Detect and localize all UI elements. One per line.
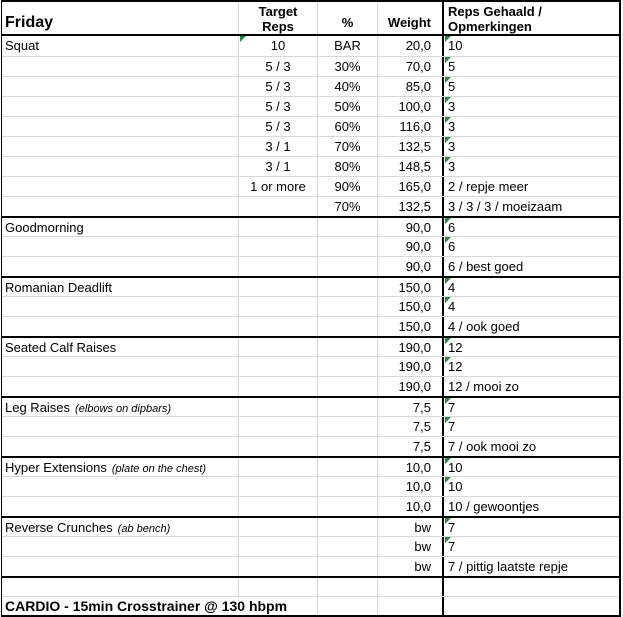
cell-weight[interactable]: [377, 477, 442, 496]
cell-weight[interactable]: [377, 437, 442, 456]
cell-weight[interactable]: [377, 417, 442, 436]
cell-target-reps[interactable]: [238, 357, 317, 376]
weight-value: 100,0: [398, 99, 431, 114]
cell-target-reps[interactable]: [238, 97, 317, 116]
percent-header-cell[interactable]: %: [317, 2, 377, 34]
weight-value: 148,5: [398, 159, 431, 174]
cell-weight[interactable]: [377, 77, 442, 96]
cell-weight[interactable]: [377, 557, 442, 576]
cell-target-reps[interactable]: [238, 437, 317, 456]
cell-percent[interactable]: [317, 36, 377, 56]
reps-remarks-value: 3: [448, 139, 456, 154]
exercise-name: Squat: [5, 38, 39, 53]
weight-value: 132,5: [398, 139, 431, 154]
weight-value: 7,5: [412, 400, 431, 415]
table-row: [2, 156, 619, 176]
target-reps-value: 5 / 3: [265, 99, 291, 114]
cell-weight[interactable]: [377, 458, 442, 476]
reps-remarks-value: 10: [448, 479, 463, 494]
cell-weight[interactable]: [377, 357, 442, 376]
percent-value: 30%: [334, 59, 361, 74]
reps-remarks-value: 2 / repje meer: [448, 179, 529, 194]
weight-value: 190,0: [398, 359, 431, 374]
weight-value: 85,0: [405, 79, 431, 94]
reps-remarks-header-line1: Reps Gehaald /: [448, 4, 542, 19]
cell-reps[interactable]: [442, 117, 619, 136]
cell-target-reps[interactable]: [238, 117, 317, 136]
percent-value: BAR: [334, 38, 361, 53]
table-row: [2, 416, 619, 436]
cell-reps[interactable]: [442, 157, 619, 176]
cell-target-reps[interactable]: [238, 578, 317, 596]
cell-percent[interactable]: [317, 377, 377, 396]
reps-remarks-value: 7: [448, 400, 456, 415]
reps-remarks-value: 6 / best goed: [448, 259, 524, 274]
cell-weight[interactable]: [377, 278, 442, 296]
reps-remarks-value: 6: [448, 220, 456, 235]
cell-reps[interactable]: [442, 518, 619, 536]
cell-reps[interactable]: [442, 137, 619, 156]
header-row: [2, 2, 619, 36]
cell-reps[interactable]: [442, 377, 619, 396]
table-row: [2, 196, 619, 216]
cell-reps[interactable]: [442, 278, 619, 296]
cell-percent[interactable]: [317, 117, 377, 136]
reps-remarks-value: 7: [448, 419, 456, 434]
weight-value: 90,0: [405, 239, 431, 254]
cell-target-reps[interactable]: [238, 477, 317, 496]
weight-value: 190,0: [398, 379, 431, 394]
cell-reps[interactable]: [442, 317, 619, 336]
cell-exercise[interactable]: [2, 377, 238, 396]
reps-remarks-value: 3: [448, 159, 456, 174]
cell-weight[interactable]: [377, 497, 442, 516]
cardio-row: [2, 596, 619, 615]
cell-target-reps[interactable]: [238, 497, 317, 516]
cell-target-reps[interactable]: [238, 137, 317, 156]
reps-remarks-value: 4: [448, 280, 456, 295]
cell-reps[interactable]: [442, 36, 619, 56]
target-reps-value: 5 / 3: [265, 59, 291, 74]
weight-value: 90,0: [405, 259, 431, 274]
table-row: [2, 276, 619, 296]
reps-remarks-value: 7 / pittig laatste repje: [448, 559, 568, 574]
percent-value: 90%: [334, 179, 361, 194]
cell-reps[interactable]: [442, 197, 619, 216]
reps-remarks-value: 10: [448, 38, 463, 53]
weight-value: 150,0: [398, 299, 431, 314]
cell-weight[interactable]: [377, 237, 442, 256]
cell-target-reps[interactable]: [238, 177, 317, 196]
table-row: [2, 236, 619, 256]
cell-percent[interactable]: [317, 297, 377, 316]
cell-target-reps[interactable]: [238, 218, 317, 236]
cell-target-reps[interactable]: [238, 537, 317, 556]
cell-exercise[interactable]: [2, 398, 238, 416]
cell-percent[interactable]: [317, 437, 377, 456]
cardio-label: CARDIO - 15min Crosstrainer @ 130 hbpm: [5, 598, 288, 614]
cell-weight[interactable]: [377, 97, 442, 116]
cell-weight[interactable]: [377, 518, 442, 536]
target-reps-value: 3 / 1: [265, 139, 291, 154]
percent-value: 50%: [334, 99, 361, 114]
cell-exercise[interactable]: [2, 77, 238, 96]
cell-percent[interactable]: [317, 97, 377, 116]
exercise-name: Goodmorning: [5, 220, 84, 235]
table-row: [2, 376, 619, 396]
cell-exercise[interactable]: [2, 557, 238, 576]
cell-reps[interactable]: [442, 97, 619, 116]
cell-target-reps[interactable]: [238, 157, 317, 176]
weight-value: 7,5: [412, 439, 431, 454]
cell-exercise[interactable]: [2, 458, 238, 476]
reps-remarks-value: 4 / ook goed: [448, 319, 520, 334]
cell-weight[interactable]: [377, 117, 442, 136]
cell-weight[interactable]: [377, 597, 442, 615]
cell-reps[interactable]: [442, 357, 619, 376]
weight-value: 150,0: [398, 280, 431, 295]
cell-percent[interactable]: [317, 338, 377, 356]
cell-percent[interactable]: [317, 477, 377, 496]
cell-percent[interactable]: [317, 177, 377, 196]
table-row: [2, 176, 619, 196]
cell-target-reps[interactable]: [238, 257, 317, 276]
table-row: [2, 556, 619, 576]
table-row: [2, 136, 619, 156]
weight-value: 132,5: [398, 199, 431, 214]
cell-target-reps[interactable]: [238, 77, 317, 96]
weight-value: 70,0: [405, 59, 431, 74]
target-reps-value: 5 / 3: [265, 79, 291, 94]
empty-row: [2, 576, 619, 596]
table-row: [2, 396, 619, 416]
exercise-name: Leg Raises: [5, 400, 71, 415]
weight-value: bw: [414, 539, 431, 554]
percent-value: 70%: [334, 139, 361, 154]
cell-percent[interactable]: [317, 77, 377, 96]
cell-exercise[interactable]: [2, 437, 238, 456]
reps-remarks-value: 7: [448, 520, 456, 535]
cell-target-reps[interactable]: [238, 36, 317, 56]
weight-value: 190,0: [398, 340, 431, 355]
table-row: [2, 496, 619, 516]
exercise-name: Seated Calf Raises: [5, 340, 117, 355]
weight-value: 20,0: [405, 38, 431, 53]
cell-weight[interactable]: [377, 317, 442, 336]
cell-reps[interactable]: [442, 497, 619, 516]
target-reps-value: 5 / 3: [265, 119, 291, 134]
table-row: [2, 216, 619, 236]
cell-reps[interactable]: [442, 578, 619, 596]
cell-exercise[interactable]: [2, 237, 238, 256]
cell-exercise[interactable]: [2, 57, 238, 76]
table-row: [2, 516, 619, 536]
cell-target-reps[interactable]: [238, 57, 317, 76]
table-row: [2, 476, 619, 496]
cell-weight[interactable]: [377, 338, 442, 356]
weight-value: 150,0: [398, 319, 431, 334]
exercise-name: Hyper Extensions: [5, 460, 107, 475]
cell-target-reps[interactable]: [238, 557, 317, 576]
cell-exercise[interactable]: [2, 197, 238, 216]
cell-target-reps[interactable]: [238, 417, 317, 436]
table-row: [2, 96, 619, 116]
reps-remarks-value: 6: [448, 239, 456, 254]
cell-weight[interactable]: [377, 377, 442, 396]
cell-target-reps[interactable]: [238, 317, 317, 336]
cell-weight[interactable]: [377, 218, 442, 236]
cell-percent[interactable]: [317, 417, 377, 436]
cell-target-reps[interactable]: [238, 338, 317, 356]
cell-weight[interactable]: [377, 57, 442, 76]
table-row: [2, 336, 619, 356]
cell-exercise[interactable]: [2, 537, 238, 556]
cell-exercise[interactable]: [2, 338, 238, 356]
exercise-name: Reverse Crunches: [5, 520, 113, 535]
cardio-cell[interactable]: [2, 597, 317, 615]
cell-exercise[interactable]: [2, 578, 238, 596]
cell-weight[interactable]: [377, 137, 442, 156]
table-row: [2, 256, 619, 276]
reps-remarks-value: 12: [448, 359, 463, 374]
cell-exercise[interactable]: [2, 317, 238, 336]
cell-percent[interactable]: [317, 518, 377, 536]
cell-percent[interactable]: [317, 357, 377, 376]
cell-percent[interactable]: [317, 197, 377, 216]
target-reps-header-line2: Reps: [262, 19, 294, 34]
percent-value: 70%: [334, 199, 361, 214]
cell-exercise[interactable]: [2, 137, 238, 156]
reps-remarks-header-cell[interactable]: [442, 2, 619, 34]
cell-weight[interactable]: [377, 578, 442, 596]
cell-exercise[interactable]: [2, 36, 238, 56]
reps-remarks-value: 5: [448, 59, 456, 74]
reps-remarks-value: 4: [448, 299, 456, 314]
weight-value: 165,0: [398, 179, 431, 194]
cell-percent[interactable]: [317, 458, 377, 476]
cell-reps[interactable]: [442, 297, 619, 316]
target-reps-value: 10: [270, 38, 286, 53]
cell-reps[interactable]: [442, 437, 619, 456]
table-row: [2, 116, 619, 136]
cell-exercise[interactable]: [2, 497, 238, 516]
rows-container: [2, 36, 619, 576]
cell-exercise[interactable]: [2, 117, 238, 136]
table-row: [2, 456, 619, 476]
percent-value: 40%: [334, 79, 361, 94]
cell-reps[interactable]: [442, 57, 619, 76]
weight-value: bw: [414, 559, 431, 574]
weight-value: 10,0: [405, 460, 431, 475]
cell-target-reps[interactable]: [238, 278, 317, 296]
cell-percent[interactable]: [317, 398, 377, 416]
table-row: [2, 316, 619, 336]
table-row: [2, 296, 619, 316]
table-row: [2, 56, 619, 76]
reps-remarks-value: 5: [448, 79, 456, 94]
reps-remarks-value: 10 / gewoontjes: [448, 499, 540, 514]
reps-remarks-value: 3: [448, 99, 456, 114]
cell-percent[interactable]: [317, 237, 377, 256]
reps-remarks-value: 7 / ook mooi zo: [448, 439, 537, 454]
cell-exercise[interactable]: [2, 357, 238, 376]
target-reps-header-line1: Target: [258, 4, 298, 19]
cell-reps[interactable]: [442, 237, 619, 256]
reps-remarks-value: 7: [448, 539, 456, 554]
table-row: [2, 356, 619, 376]
cell-reps[interactable]: [442, 398, 619, 416]
cell-exercise[interactable]: [2, 518, 238, 536]
cell-percent[interactable]: [317, 497, 377, 516]
cell-percent[interactable]: [317, 597, 377, 615]
cell-weight[interactable]: [377, 157, 442, 176]
cell-percent[interactable]: [317, 218, 377, 236]
cell-reps[interactable]: [442, 218, 619, 236]
reps-remarks-header-line2: Opmerkingen: [448, 19, 532, 34]
cell-weight[interactable]: [377, 197, 442, 216]
cell-reps[interactable]: [442, 477, 619, 496]
weight-value: 10,0: [405, 479, 431, 494]
cell-exercise[interactable]: [2, 257, 238, 276]
cell-target-reps[interactable]: [238, 237, 317, 256]
weight-value: 116,0: [399, 119, 431, 134]
percent-value: 60%: [334, 119, 361, 134]
day-header-cell[interactable]: Friday: [5, 14, 54, 31]
target-reps-header-cell[interactable]: [238, 2, 317, 34]
workout-spreadsheet: [1, 0, 621, 617]
reps-remarks-value: 3: [448, 119, 456, 134]
exercise-note: (elbows on dipbars): [75, 403, 172, 415]
cell-target-reps[interactable]: [238, 377, 317, 396]
cell-reps[interactable]: [442, 597, 619, 615]
target-reps-value: 3 / 1: [265, 159, 291, 174]
cell-weight[interactable]: [377, 257, 442, 276]
stored-as-text-flag-icon: [240, 36, 246, 42]
cell-reps[interactable]: [442, 557, 619, 576]
exercise-note: (plate on the chest): [111, 463, 207, 475]
weight-value: 7,5: [412, 419, 431, 434]
exercise-name: Romanian Deadlift: [5, 280, 112, 295]
reps-remarks-value: 12 / mooi zo: [448, 379, 519, 394]
cell-percent[interactable]: [317, 157, 377, 176]
cell-weight[interactable]: [377, 177, 442, 196]
cell-weight[interactable]: [377, 36, 442, 56]
cell-target-reps[interactable]: [238, 458, 317, 476]
cell-percent[interactable]: [317, 537, 377, 556]
reps-remarks-value: 10: [448, 460, 463, 475]
cell-reps[interactable]: [442, 77, 619, 96]
cell-exercise[interactable]: [2, 97, 238, 116]
reps-remarks-value: 12: [448, 340, 463, 355]
reps-remarks-value: 3 / 3 / 3 / moeizaam: [448, 199, 563, 214]
cell-target-reps[interactable]: [238, 518, 317, 536]
exercise-note: (ab bench): [117, 523, 171, 535]
weight-value: 90,0: [405, 220, 431, 235]
target-reps-value: 1 or more: [250, 179, 306, 194]
table-row: [2, 36, 619, 56]
table-row: [2, 536, 619, 556]
cell-target-reps[interactable]: [238, 197, 317, 216]
cell-percent[interactable]: [317, 317, 377, 336]
cell-percent[interactable]: [317, 57, 377, 76]
cell-percent[interactable]: [317, 278, 377, 296]
cell-weight[interactable]: [377, 398, 442, 416]
cell-weight[interactable]: [377, 297, 442, 316]
cell-reps[interactable]: [442, 177, 619, 196]
cell-exercise[interactable]: [2, 297, 238, 316]
cell-reps[interactable]: [442, 458, 619, 476]
cell-reps[interactable]: [442, 338, 619, 356]
cell-exercise[interactable]: [2, 157, 238, 176]
weight-value: bw: [414, 520, 431, 535]
cell-weight[interactable]: [377, 537, 442, 556]
cell-exercise[interactable]: [2, 477, 238, 496]
cell-exercise[interactable]: [2, 417, 238, 436]
table-row: [2, 76, 619, 96]
cell-reps[interactable]: [442, 257, 619, 276]
cell-percent[interactable]: [317, 557, 377, 576]
cell-target-reps[interactable]: [238, 398, 317, 416]
cell-percent[interactable]: [317, 137, 377, 156]
weight-header-cell[interactable]: Weight: [377, 2, 442, 34]
weight-value: 10,0: [405, 499, 431, 514]
cell-exercise[interactable]: [2, 278, 238, 296]
cell-reps[interactable]: [442, 537, 619, 556]
cell-reps[interactable]: [442, 417, 619, 436]
cell-exercise[interactable]: [2, 177, 238, 196]
cell-target-reps[interactable]: [238, 297, 317, 316]
cell-percent[interactable]: [317, 257, 377, 276]
cell-percent[interactable]: [317, 578, 377, 596]
cell-exercise[interactable]: [2, 218, 238, 236]
percent-value: 80%: [334, 159, 361, 174]
table-row: [2, 436, 619, 456]
